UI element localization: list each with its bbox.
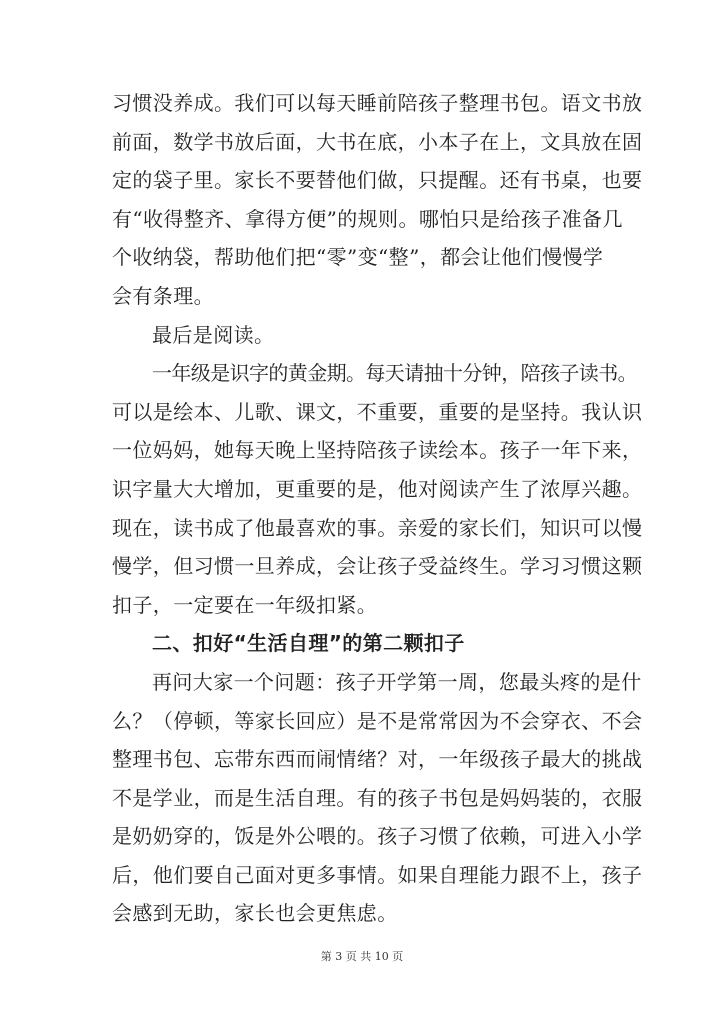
body-line: 会感到无助，家长也会更焦虑。 [112, 901, 398, 926]
body-line: 可以是绘本、儿歌、课文，不重要，重要的是坚持。我认识 [112, 399, 643, 424]
body-line: 不是学业，而是生活自理。有的孩子书包是妈妈装的，衣服 [112, 785, 643, 810]
body-line: 定的袋子里。家长不要替他们做，只提醒。还有书桌，也要 [112, 168, 643, 193]
body-line: 识字量大大增加，更重要的是，他对阅读产生了浓厚兴趣。 [112, 476, 643, 501]
body-line: 扣子，一定要在一年级扣紧。 [112, 592, 378, 617]
document-body [112, 84, 643, 933]
body-line: 现在，读书成了他最喜欢的事。亲爱的家长们，知识可以慢 [112, 515, 643, 540]
body-line: 有“收得整齐、拿得方便”的规则。哪怕只是给孩子准备几 [112, 206, 623, 231]
body-line: 个收纳袋，帮助他们把“零”变“整”，都会让他们慢慢学 [112, 245, 604, 270]
section-heading: 二、扣好“生活自理”的第二颗扣子 [152, 631, 465, 656]
body-line: 么？（停顿，等家长回应）是不是常常因为不会穿衣、不会 [112, 708, 643, 733]
body-line: 是奶奶穿的，饭是外公喂的。孩子习惯了依赖，可进入小学 [112, 824, 643, 849]
body-line: 整理书包、忘带东西而闹情绪？对，一年级孩子最大的挑战 [112, 747, 643, 772]
body-line: 一位妈妈，她每天晚上坚持陪孩子读绘本。孩子一年下来， [112, 438, 643, 463]
body-line: 慢学，但习惯一旦养成，会让孩子受益终生。学习习惯这颗 [112, 554, 643, 579]
body-line: 后，他们要自己面对更多事情。如果自理能力跟不上，孩子 [112, 862, 643, 887]
paragraph-start-line: 最后是阅读。 [152, 322, 275, 347]
body-line: 前面，数学书放后面，大书在底，小本子在上，文具放在固 [112, 129, 643, 154]
page-number-footer: 第 3 页 共 10 页 [320, 950, 404, 963]
paragraph-start-line: 一年级是识字的黄金期。每天请抽十分钟，陪孩子读书。 [152, 361, 637, 386]
paragraph-start-line: 再问大家一个问题：孩子开学第一周，您最头疼的是什 [152, 669, 642, 694]
body-line: 会有条理。 [112, 283, 214, 308]
body-line: 习惯没养成。我们可以每天睡前陪孩子整理书包。语文书放 [112, 91, 643, 115]
